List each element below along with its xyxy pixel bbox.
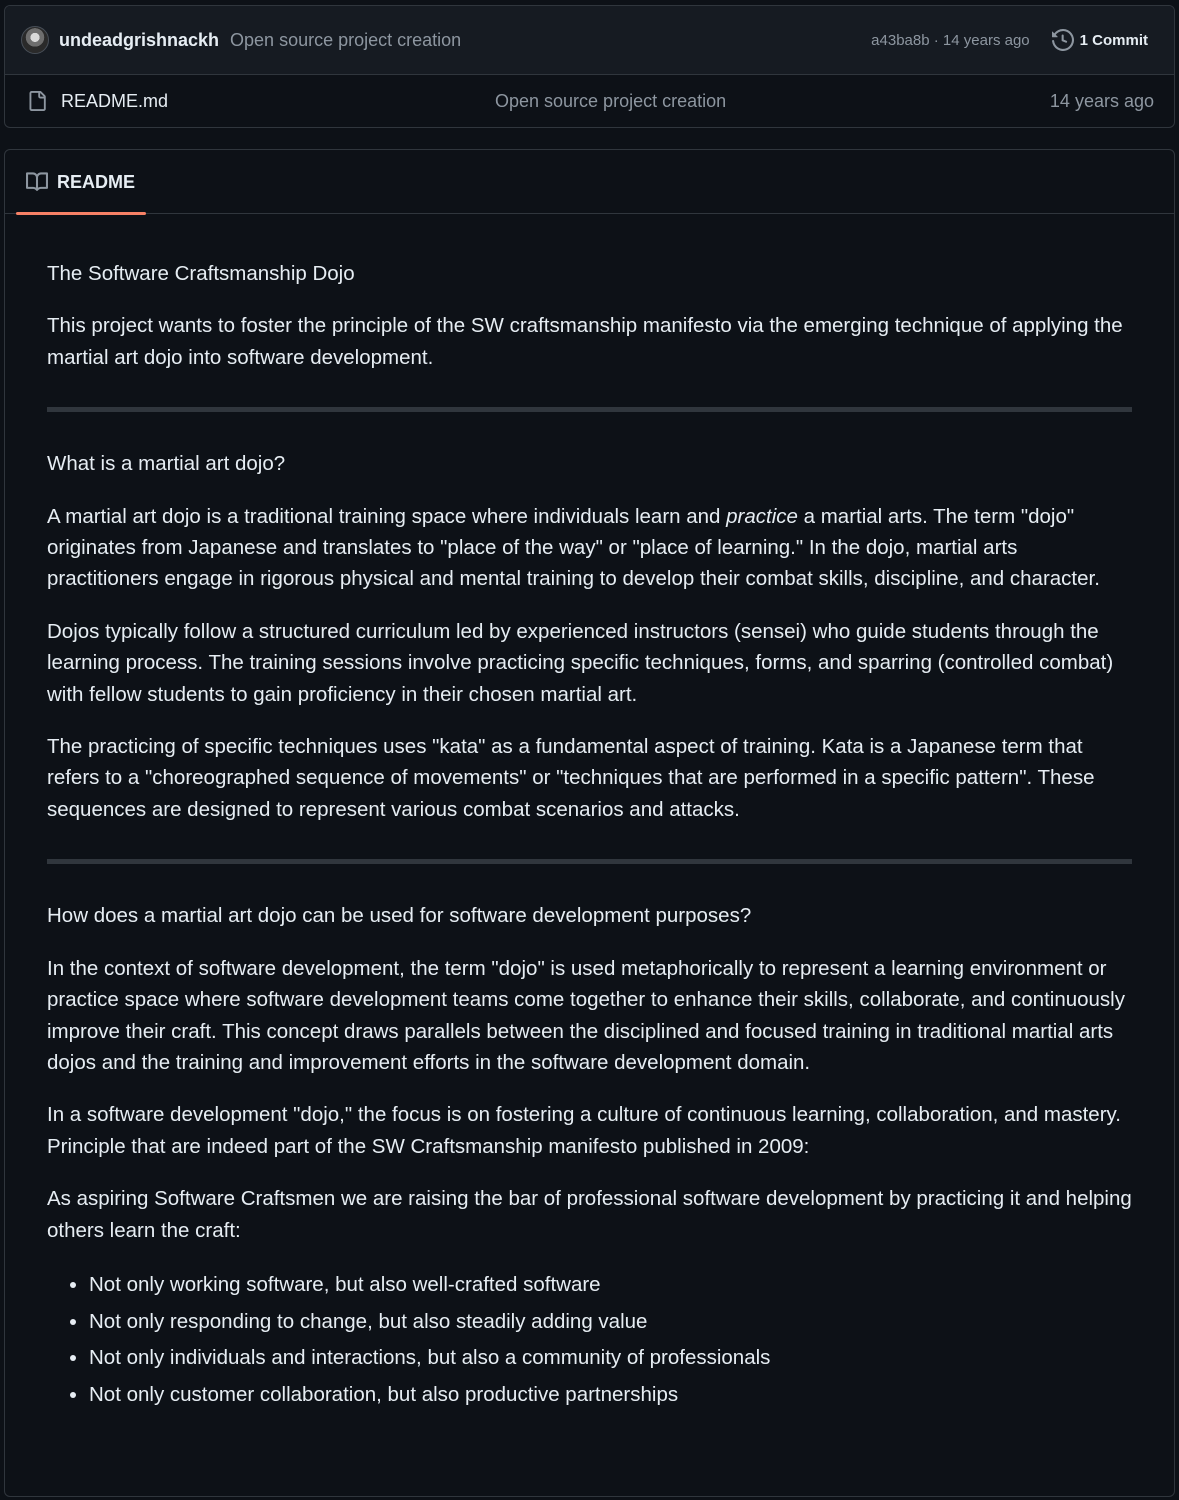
list-item: • Not only responding to change, but also steadily adding value	[89, 1304, 1132, 1341]
list-item: • Not only customer collaboration, but also productive partnerships	[89, 1377, 1132, 1414]
latest-commit-bar	[5, 6, 1174, 75]
file-age: 14 years ago	[1049, 90, 1154, 111]
readme-tab-bar	[5, 150, 1174, 214]
paragraph: Dojos typically follow a structured curriculum led by experienced instructors (sensei) who guide students through the learning process. The training sessions involve practicing specific techniques, forms, and sparring (controlled combat) with fellow students to gain proficiency in their chosen martial art.	[47, 619, 1114, 706]
text-run: A martial art dojo is a traditional training space where individuals learn and	[47, 504, 727, 528]
readme-panel	[4, 149, 1175, 1497]
readme-title: The Software Craftsmanship Dojo	[47, 262, 355, 285]
commit-author-link[interactable]: undeadgrishnackh	[59, 29, 220, 50]
commit-sha-link[interactable]: a43ba8b	[871, 31, 930, 49]
list-item: • Not only working software, but also well-crafted software	[89, 1267, 1132, 1304]
paragraph: As aspiring Software Craftsmen we are raising the bar of professional software development by practicing it and helping others learn the craft:	[47, 1187, 1132, 1242]
paragraph: In the context of software development, the term "dojo" is used metaphorically to represent a learning environment or practice space where software development teams come together to enhance their skills, collaborate, and continuously improve their craft. This concept draws parallels between the disciplined and focused training in traditional martial arts dojos and the training and improvement efforts in the software development domain.	[47, 956, 1125, 1074]
commit-history-link[interactable]	[1052, 29, 1148, 51]
section-heading: What is a martial art dojo?	[47, 452, 286, 476]
commit-message-link[interactable]: Open source project creation	[230, 29, 462, 50]
readme-intro: This project wants to foster the principle of the SW craftsmanship manifesto via the emerging technique of applying the martial art dojo into software development.	[47, 314, 1123, 369]
tab-readme[interactable]	[16, 150, 146, 214]
file-row[interactable]	[5, 75, 1174, 127]
file-icon	[27, 90, 47, 112]
tab-readme-label: README	[57, 171, 136, 192]
manifesto-list	[47, 1267, 1132, 1413]
book-icon	[26, 171, 48, 193]
text-run: a martial arts. The term "dojo" originates from Japanese and translates to "place of the way" or "place of learning." In the dojo, martial arts practitioners engage in rigorous physical and mental training to develop their combat skills, discipline, and character.	[47, 504, 1100, 591]
paragraph: In a software development "dojo," the focus is on fostering a culture of continuous learning, collaboration, and mastery. Principle that are indeed part of the SW Craftsmanship manifesto published in 2009:	[47, 1103, 1121, 1158]
list-item: • Not only individuals and interactions, but also a community of professionals	[89, 1340, 1132, 1377]
section-heading: How does a martial art dojo can be used for software development purposes?	[47, 904, 752, 928]
commit-age: 14 years ago	[942, 31, 1030, 49]
file-browser	[4, 5, 1175, 128]
active-tab-underline	[16, 212, 146, 215]
file-commit-message-link[interactable]: Open source project creation	[495, 90, 727, 111]
paragraph	[47, 501, 1132, 595]
history-icon	[1052, 29, 1074, 51]
divider	[47, 407, 1132, 412]
paragraph: The practicing of specific techniques uses "kata" as a fundamental aspect of training. Kata is a Japanese term that refers to a "choreographed sequence of movements" or "techniques that are performed in a specific pattern". These sequences are designed to represent various combat scenarios and attacks.	[47, 735, 1095, 821]
file-name-link[interactable]: README.md	[61, 90, 169, 111]
divider	[47, 859, 1132, 864]
commit-count-label: 1 Commit	[1079, 31, 1148, 49]
readme-content	[5, 214, 1174, 1413]
meta-separator: ·	[933, 31, 939, 49]
emphasis-text: practice	[726, 504, 798, 528]
commit-meta	[871, 32, 1029, 49]
user-avatar[interactable]	[21, 26, 49, 54]
